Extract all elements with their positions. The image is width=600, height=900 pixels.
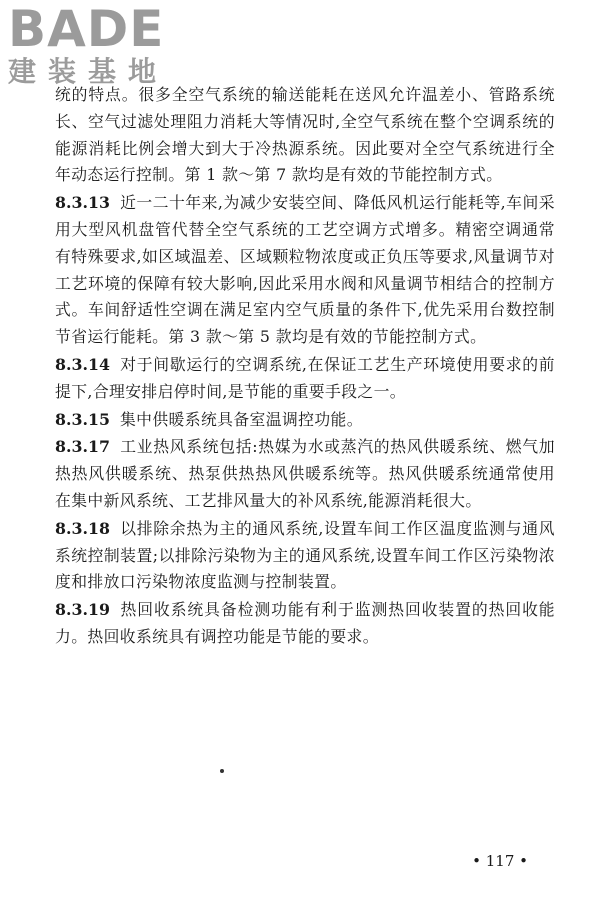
- document-body: [55, 82, 555, 652]
- paragraph-text: 统的特点。很多全空气系统的输送能耗在送风允许温差小、管路系统长、空气过滤处理阻力消耗大等情况时,全空气系统在整个空调系统的能源消耗比例会增大到大于冷热源系统。因此要对全空气系统进行全年动态运行控制。第 1 款～第 7 款均是有效的节能控制方式。: [55, 85, 555, 185]
- clause-number: 8.3.17: [55, 437, 110, 457]
- page-number: • 117 •: [472, 852, 528, 870]
- watermark-logo-text: BADE: [8, 0, 165, 58]
- clause-number: 8.3.14: [55, 354, 110, 374]
- stray-dot-mark: [220, 769, 224, 773]
- paragraph-continuation: [55, 82, 555, 189]
- clause-8-3-13: [55, 190, 555, 351]
- paragraph-text: 工业热风系统包括:热媒为水或蒸汽的热风供暖系统、燃气加热热风供暖系统、热泵供热热风供暖系统等。热风供暖系统通常使用在集中新风系统、工艺排风量大的补风系统,能源消耗很大。: [55, 437, 555, 510]
- clause-8-3-19: [55, 597, 555, 651]
- bade-watermark-logo: [8, 0, 178, 90]
- paragraph-text: 热回收系统具备检测功能有利于监测热回收装置的热回收能力。热回收系统具有调控功能是节能的要求。: [55, 600, 555, 646]
- clause-8-3-14: [55, 352, 555, 406]
- paragraph-text: 近一二十年来,为减少安装空间、降低风机运行能耗等,车间采用大型风机盘管代替全空气系统的工艺空调方式增多。精密空调通常有特殊要求,如区域温差、区域颗粒物浓度或正负压等要求,风量调节对工艺环境的保障有较大影响,因此采用水阀和风量调节相结合的控制方式。车间舒适性空调在满足室内空气质量的条件下,优先采用台数控制节省运行能耗。第 3 款～第 5 款均是有效的节能控制方式。: [55, 193, 555, 347]
- clause-8-3-15: [55, 407, 555, 434]
- clause-number: 8.3.15: [55, 409, 110, 429]
- paragraph-text: 以排除余热为主的通风系统,设置车间工作区温度监测与通风系统控制装置;以排除污染物为主的通风系统,设置车间工作区污染物浓度和排放口污染物浓度监测与控制装置。: [55, 518, 555, 592]
- clause-number: 8.3.18: [55, 518, 110, 538]
- paragraph-text: 对于间歇运行的空调系统,在保证工艺生产环境使用要求的前提下,合理安排启停时间,是节能的重要手段之一。: [55, 354, 555, 401]
- paragraph-text: 集中供暖系统具备室温调控功能。: [119, 409, 363, 429]
- clause-number: 8.3.19: [55, 600, 110, 620]
- clause-8-3-18: [55, 516, 555, 596]
- watermark-subtitle: 建装基地: [8, 55, 169, 88]
- clause-number: 8.3.13: [55, 193, 110, 213]
- clause-8-3-17: [55, 434, 555, 514]
